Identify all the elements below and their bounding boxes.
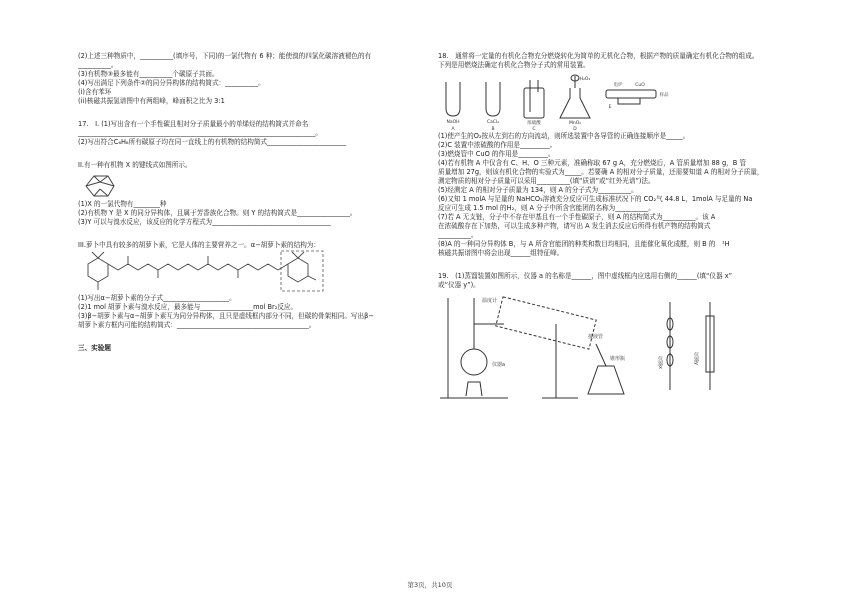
question-18	[438, 52, 788, 70]
label-instrument-a: 仪器a	[492, 362, 506, 368]
question-line: 17. I. (1)写出含有一个手性碳且相对分子质量最小的单烯烃的结构简式并命名	[78, 120, 309, 128]
question-line: 19. (1)蒸馏装置如图所示，仪器 a 的名称是______，图中虚线框内应选用右侧的______(填“仪器 x”	[438, 272, 733, 280]
question-line: (5)经测定 A 的相对分子质量为 134，则 A 的分子式为__________。	[438, 186, 638, 194]
question-17	[78, 120, 430, 147]
question-16-continued	[78, 52, 430, 106]
question-line: __________。	[438, 231, 478, 239]
question-line: 核磁共振谱图中将会出现______组特征峰。	[438, 249, 564, 257]
question-line: (8)A 的一种同分异构体 B，与 A 所含官能团的种类和数目均相同，且能催化氧化成醛，则 B 的 ¹H	[438, 240, 730, 248]
question-17-part-ii	[78, 161, 430, 170]
question-line: (3)燃烧管中 CuO 的作用是_________。	[438, 150, 555, 158]
question-line: 质量增加 27g，则该有机化合物的实验式为_____。若要确 A 的相对分子质量，还需要知道 A 的相对分子质量，	[438, 168, 764, 176]
label-instrument-x: 仪器x	[657, 356, 663, 369]
question-line: (2)1 mol 胡萝卜素与溴水反应，最多能与________________mol Br₂反应。	[78, 303, 298, 311]
right-column	[438, 52, 788, 404]
alpha-carotene-structure	[78, 250, 328, 294]
reagent-top: H₂O₂	[579, 77, 591, 82]
question-17-part-iii	[78, 241, 430, 250]
letter-b: B	[491, 127, 495, 132]
e-label-cuo: CuO	[635, 83, 645, 88]
letter-e: E	[608, 105, 612, 110]
dashed-box	[281, 251, 323, 291]
question-line: (i)含有苯环	[78, 88, 112, 96]
question-line: (3)有机物③最多能有__________个碳原子共面。	[78, 70, 219, 78]
label-thermometer: 温度计	[482, 298, 498, 304]
letter-c: C	[532, 127, 536, 132]
question-line: (1)写出α−胡萝卜素的分子式____________________。	[78, 294, 236, 302]
label-instrument-y: 仪器y	[693, 352, 699, 365]
question-19	[438, 272, 788, 290]
molecule-x-skeletal-structure	[78, 170, 118, 200]
question-line: (1)X 的一氯代物有________种	[78, 200, 167, 208]
reagent-a: NaOH	[446, 120, 460, 125]
question-17-part-ii-items	[78, 200, 430, 227]
question-line: (2)写出符合C₆H₈所有碳原子均在同一直线上的有机物的结构简式________________________	[78, 138, 347, 146]
question-line: (4)写出满足下列条件②的同分异构体的结构简式：__________。	[78, 79, 265, 87]
reagent-b: CaCl₂	[486, 120, 500, 125]
combustion-apparatus-figure	[438, 74, 788, 132]
letter-d: D	[573, 127, 577, 132]
dashed-condenser-box	[496, 297, 596, 349]
question-line: 或“仪器 y”)。	[438, 281, 480, 289]
question-line: (6)又知 1 molA 与足量的 NaHCO₃溶液充分反应可生成标准状况下的 CO₂气 44.8 L，1molA 与足量的 Na	[438, 195, 753, 203]
label-flask: 锥形瓶	[610, 356, 626, 362]
question-line: ________________________________________________________________________。	[78, 129, 322, 137]
question-line: 下列是用燃烧法确定有机化合物分子式的常用装置。	[438, 61, 590, 69]
question-line: (7)若 A 无支链，分子中不存在甲基且有一个手性碳原子，则 A 的结构简式为__________。该 A	[438, 213, 716, 221]
alpha-carotene-figure	[78, 250, 430, 294]
question-line: (3)Y 可以与溴水反应，该反应的化学方程式为____________________________________	[78, 218, 331, 226]
question-18-items	[438, 132, 788, 258]
question-line: (2)有机物 Y 是 X 的同分异构体，且属于芳香族化合物。则 Y 的结构简式是________________。	[78, 209, 357, 217]
question-line: (ii)核磁共振氢谱图中有两组峰，峰面积之比为 3:1	[78, 97, 225, 105]
question-line: 胡萝卜素方框内可能的结构简式：________________________________________。	[78, 321, 316, 329]
reagent-d: MnO₂	[568, 121, 582, 126]
question-line: __________。	[78, 61, 118, 69]
label-condenser: 接液管	[588, 334, 604, 340]
page-footer: 第3页，共10页	[407, 581, 453, 589]
question-line: III.萝卜中具有较多的胡萝卜素，它是人体的主要营养之一。α−胡萝卜素的结构为：	[78, 241, 320, 249]
molecule-x-figure	[78, 170, 430, 200]
question-line: 反应可生成 1.5 mol 的H₂，则 A 分子中所含官能团的名称为__________。	[438, 204, 655, 212]
question-line: (2)C 装置中浓硫酸的作用是_________。	[438, 141, 557, 149]
question-line: (4)若有机物 A 中仅含有 C、H、O 三种元素，准确称取 67 g A，充分燃烧后，A 管质量增加 88 g，B 管	[438, 159, 746, 167]
question-line: (2)上述三种物质中，__________(填序号，下同)的一氯代物有 6 种；能使溴的四氯化碳溶液褪色的有	[78, 52, 372, 60]
question-17-part-iii-items	[78, 294, 430, 330]
left-column	[78, 52, 430, 353]
question-line: (1)使产生的O₂按从左到右的方向流动，则所选装置中各导管的正确连接顺序是_____。	[438, 132, 690, 140]
distillation-apparatus	[438, 294, 738, 404]
e-label-furnace: 电炉	[613, 83, 623, 88]
question-line: 在浓硫酸存在下加热，可以生成多种产物，请写出 A 发生消去反应后所得有机产物的结构简式	[438, 222, 711, 230]
question-line: (3)β−胡萝卜素与α−胡萝卜素互为同分异构体，且只是虚线框内部分不同，但碳的骨架相同。写出β−	[78, 312, 374, 320]
question-line: II.有一种有机物 X 的键线式如图所示。	[78, 161, 192, 169]
e-label-sample: 样品	[659, 93, 669, 98]
reagent-c: 浓硫酸	[527, 121, 541, 126]
combustion-apparatus	[438, 74, 678, 132]
question-line: 18. 通常将一定量的有机化合物充分燃烧转化为简单的无机化合物，根据产物的质量确定有机化合物的组成。	[438, 52, 759, 60]
letter-a: A	[451, 127, 455, 132]
question-line: 测定物质的相对分子质量可以采用__________(填“质谱”或“红外光谱”)法。	[438, 177, 655, 185]
distillation-figure	[438, 294, 788, 404]
section-heading: 三、实验题	[78, 344, 111, 352]
